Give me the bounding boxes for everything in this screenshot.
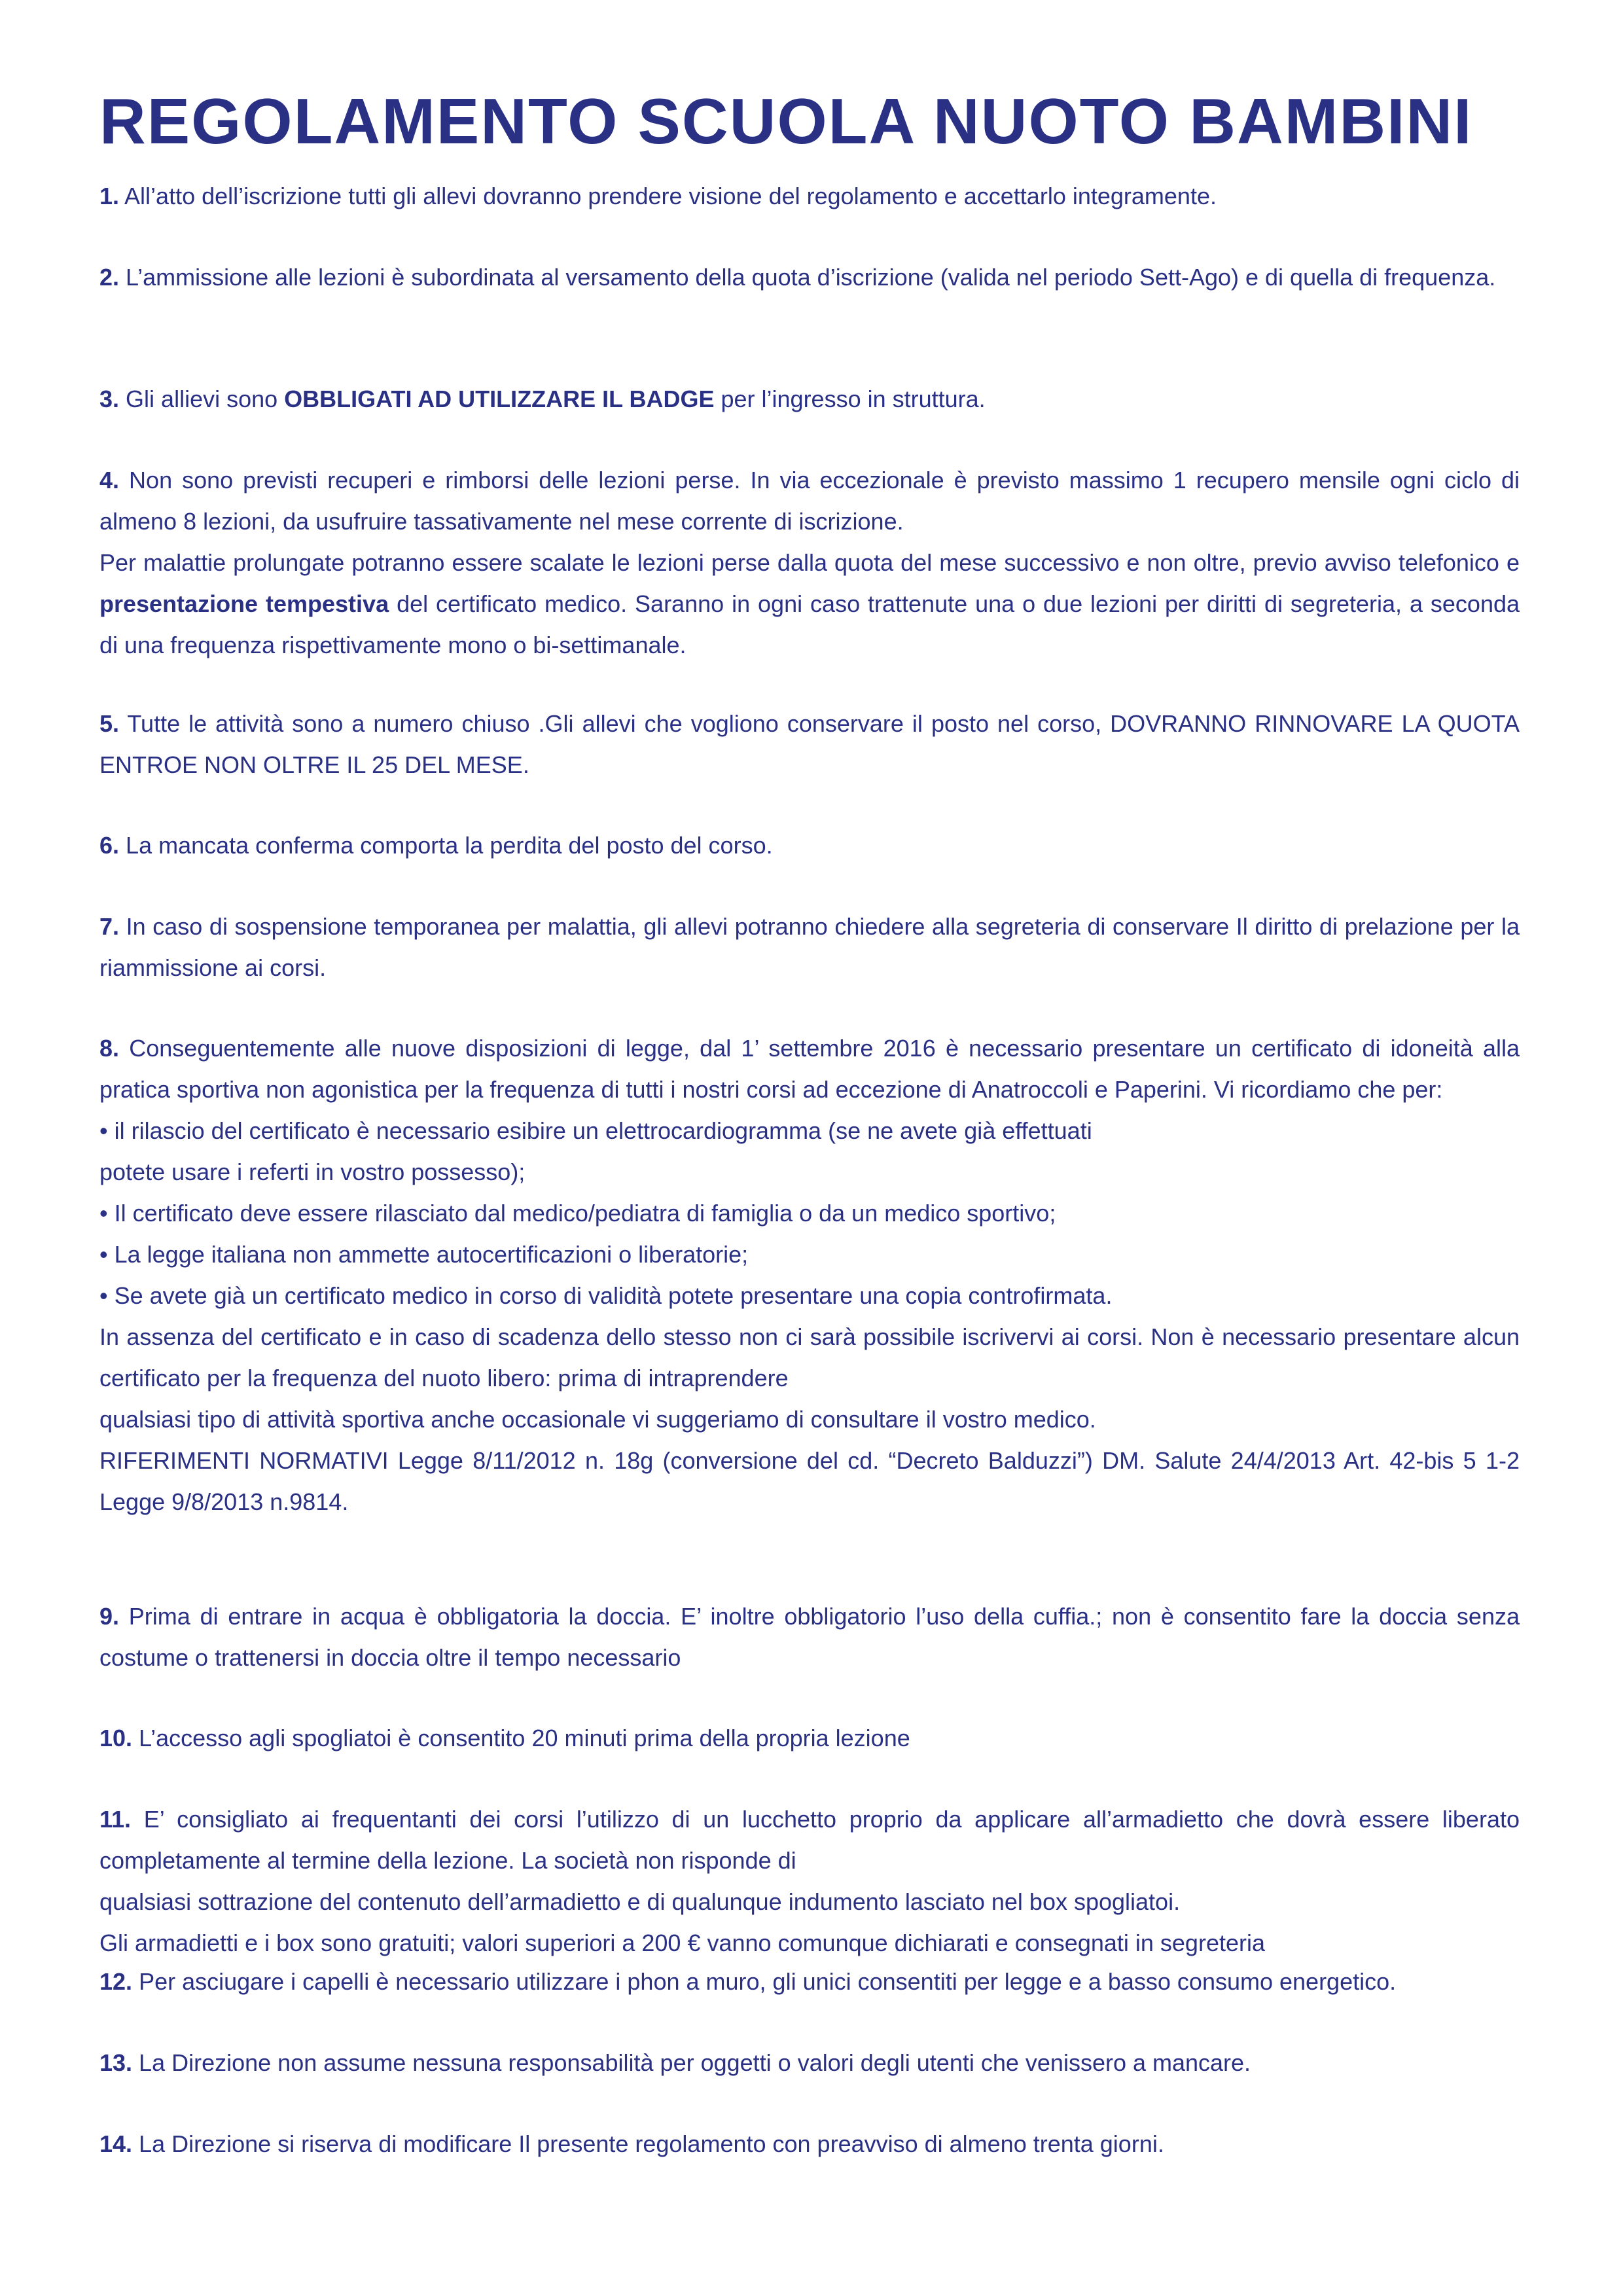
rule-text-after: del certificato medico. Saranno in ogni caso trattenute una o due lezioni per diritti di segreteria, a seconda di una frequenza rispettivamente mono o bi-settimanale. xyxy=(99,590,1520,658)
rule-5 xyxy=(99,703,1520,785)
rule-number: 5. xyxy=(99,710,120,737)
rule-number: 1. xyxy=(99,183,120,209)
rule-line: Per asciugare i capelli è necessario utilizzare i phon a muro, gli unici consentiti per legge e a basso consumo energetico. xyxy=(139,1968,1397,1995)
rule-13 xyxy=(99,2042,1520,2083)
rule-9 xyxy=(99,1596,1520,1678)
rule-8-paragraph: In assenza del certificato e in caso di scadenza dello stesso non ci sarà possibile iscrivervi ai corsi. Non è necessario presentare alcun certificato per la frequenza del nuoto libero: prima di intraprendere xyxy=(99,1323,1520,1391)
rule-number: 10. xyxy=(99,1725,133,1751)
rule-8-paragraph: qualsiasi tipo di attività sportiva anche occasionale vi suggeriamo di consultare il vostro medico. xyxy=(99,1406,1096,1433)
rule-number: 12. xyxy=(99,1968,133,1995)
rule-number: 6. xyxy=(99,832,120,859)
rule-8-references: RIFERIMENTI NORMATIVI Legge 8/11/2012 n. 18g (conversione del cd. “Decreto Balduzzi”) DM. Salute 24/4/2013 Art. 42-bis 5 1-2 Legge 9/8/2013 n.9814. xyxy=(99,1447,1520,1515)
rule-number: 7. xyxy=(99,913,120,940)
rule-8-bullet: • il rilascio del certificato è necessario esibire un elettrocardiogramma (se ne avete già effettuati xyxy=(99,1117,1092,1144)
rule-number: 13. xyxy=(99,2049,133,2076)
rule-9-text xyxy=(99,1596,1520,1678)
rule-7 xyxy=(99,906,1520,988)
rule-number: 2. xyxy=(99,264,120,291)
rule-line: Tutte le attività sono a numero chiuso .Gli allevi che vogliono conservare il posto nel corso, DOVRANNO RINNOVARE LA QUOTA ENTROE NON OLTRE IL 25 DEL MESE. xyxy=(99,710,1520,778)
rule-4-extra xyxy=(99,542,1520,666)
rule-text-before: Gli allievi sono xyxy=(126,386,278,412)
rule-line: La Direzione si riserva di modificare Il presente regolamento con preavviso di almeno trenta giorni. xyxy=(139,2130,1164,2157)
rule-12-text xyxy=(99,1961,1520,2002)
rule-12 xyxy=(99,1961,1520,2002)
rule-3-text xyxy=(99,378,1520,420)
rule-line: La mancata conferma comporta la perdita del posto del corso. xyxy=(126,832,773,859)
rule-line: Non sono previsti recuperi e rimborsi delle lezioni perse. In via eccezionale è previsto massimo 1 recupero mensile ogni ciclo di almeno 8 lezioni, da usufruire tassativamente nel mese corrente di iscrizione. xyxy=(99,467,1520,535)
rule-number: 9. xyxy=(99,1603,120,1630)
rule-line: La Direzione non assume nessuna responsabilità per oggetti o valori degli utenti che venissero a mancare. xyxy=(139,2049,1251,2076)
rule-4-text xyxy=(99,459,1520,542)
rule-number: 8. xyxy=(99,1035,120,1062)
rule-number: 11. xyxy=(99,1806,132,1833)
rule-1 xyxy=(99,175,1520,217)
rule-8-bullet: • Se avete già un certificato medico in corso di validità potete presentare una copia controfirmata. xyxy=(99,1282,1113,1309)
document-title: REGOLAMENTO SCUOLA NUOTO BAMBINI xyxy=(99,85,1473,157)
rule-11 xyxy=(99,1799,1520,1964)
rule-3 xyxy=(99,378,1520,420)
rule-2-text xyxy=(99,257,1520,298)
rule-6-text xyxy=(99,825,1520,866)
rule-14-text xyxy=(99,2123,1520,2164)
rule-2 xyxy=(99,257,1520,298)
rule-8-bullet: • La legge italiana non ammette autocertificazioni o liberatorie; xyxy=(99,1241,749,1268)
rule-11-line: qualsiasi sottrazione del contenuto dell’armadietto e di qualunque indumento lasciato nel box spogliatoi. xyxy=(99,1888,1181,1915)
rule-13-text xyxy=(99,2042,1520,2083)
rule-6 xyxy=(99,825,1520,866)
rule-14 xyxy=(99,2123,1520,2164)
rule-line: L’ammissione alle lezioni è subordinata al versamento della quota d’iscrizione (valida nel periodo Sett-Ago) e di quella di frequenza. xyxy=(126,264,1496,291)
rule-8-bullet-cont: potete usare i referti in vostro possesso); xyxy=(99,1158,526,1185)
rule-5-text xyxy=(99,703,1520,785)
rule-line: In caso di sospensione temporanea per malattia, gli allevi potranno chiedere alla segreteria di conservare Il diritto di prelazione per la riammissione ai corsi. xyxy=(99,913,1520,981)
rule-1-text xyxy=(99,175,1520,217)
rule-8-bullet: • Il certificato deve essere rilasciato dal medico/pediatra di famiglia o da un medico sportivo; xyxy=(99,1200,1056,1227)
rule-7-text xyxy=(99,906,1520,988)
prompt-presentation: presentazione tempestiva xyxy=(99,590,389,617)
rule-number: 4. xyxy=(99,467,120,493)
rule-text-before: Per malattie prolungate potranno essere scalate le lezioni perse dalla quota del mese successivo e non oltre, previo avviso telefonico e xyxy=(99,549,1520,576)
rule-4 xyxy=(99,459,1520,666)
rule-10 xyxy=(99,1717,1520,1759)
rule-text-after: per l’ingresso in struttura. xyxy=(721,386,986,412)
badge-requirement: OBBLIGATI AD UTILIZZARE IL BADGE xyxy=(284,386,715,412)
rule-8 xyxy=(99,1028,1520,1522)
rule-10-text xyxy=(99,1717,1520,1759)
rule-8-intro xyxy=(99,1028,1520,1110)
rule-number: 14. xyxy=(99,2130,133,2157)
rule-number: 3. xyxy=(99,386,120,412)
rule-11-text xyxy=(99,1799,1520,1881)
rule-line: All’atto dell’iscrizione tutti gli allevi dovranno prendere visione del regolamento e accettarlo integramente. xyxy=(124,183,1217,209)
rule-line: Conseguentemente alle nuove disposizioni di legge, dal 1’ settembre 2016 è necessario presentare un certificato di idoneità alla pratica sportiva non agonistica per la frequenza di tutti i nostri corsi ad eccezione di Anatroccoli e Paperini. Vi ricordiamo che per: xyxy=(99,1035,1520,1103)
rule-line: L’accesso agli spogliatoi è consentito 20 minuti prima della propria lezione xyxy=(139,1725,910,1751)
rule-line: E’ consigliato ai frequentanti dei corsi l’utilizzo di un lucchetto proprio da applicare all’armadietto che dovrà essere liberato completamente al termine della lezione. La società non risponde di xyxy=(99,1806,1520,1874)
rule-11-line: Gli armadietti e i box sono gratuiti; valori superiori a 200 € vanno comunque dichiarati e consegnati in segreteria xyxy=(99,1929,1265,1956)
rule-line: Prima di entrare in acqua è obbligatoria la doccia. E’ inoltre obbligatorio l’uso della cuffia.; non è consentito fare la doccia senza costume o trattenersi in doccia oltre il tempo necessario xyxy=(99,1603,1520,1671)
